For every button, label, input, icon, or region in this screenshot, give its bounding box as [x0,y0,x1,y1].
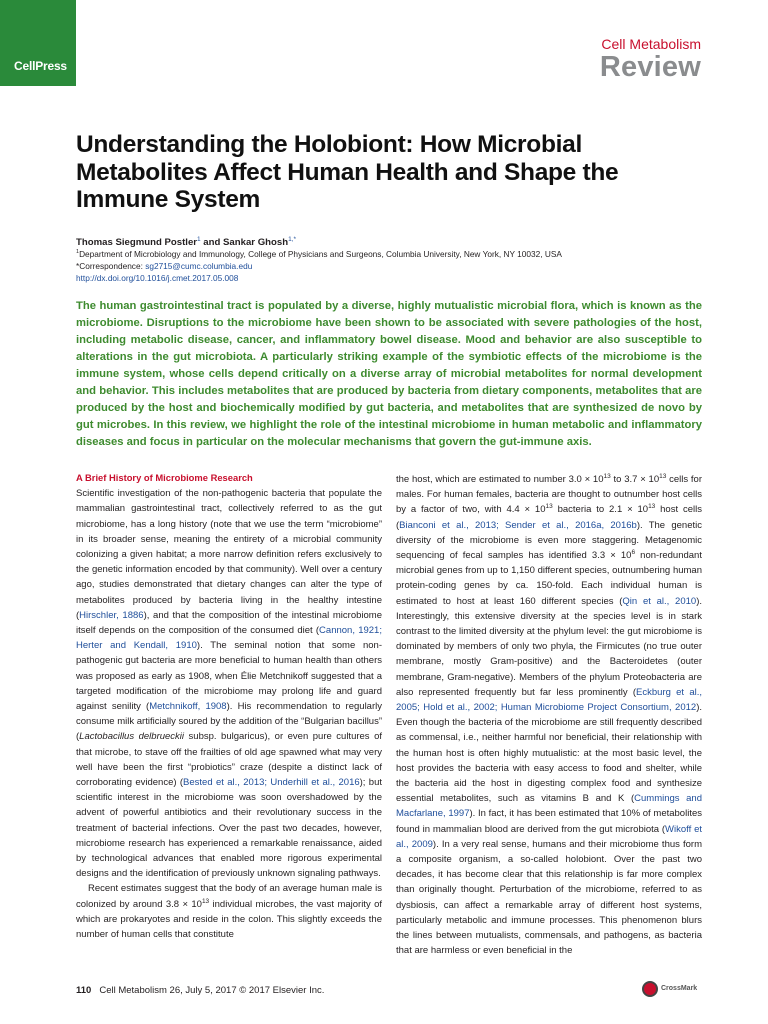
citation-link[interactable]: Hirschler, 1886 [79,609,144,621]
author-name: Sankar Ghosh [223,237,289,249]
left-column [76,470,382,942]
body-paragraph: the host, which are estimated to number $3.0 \times 10^{13}$ to $3.7 \times 10^{13}$ cells for males. For human females, bacteria are thought to outnumber host cells by a factor of two, with $4.4 \times 10^{13}$ bacteria to $2.1 \times 10^{13}$ host cells (Bianconi et al., 2013; Sender et al., 2016a, 2016b). The genetic diversity of the microbiome is even more staggering. Metagenomic sequencing of fecal samples has identified $3.3 \times 10^6$ non-redundant microbial genes from up to 1,150 different species, outnumbering human protein-coding genes by ca. 150-fold. Each individual human is estimated to host at least 160 different species (Qin et al., 2010). Interestingly, this extensive diversity at the species level is in stark contrast to the limited diversity at the phylum level: the gut microbiome is dominated by members of only two phyla, the Firmicutes (no true outer membrane, mostly Gram-positive) and the Bacteroidetes (outer membrane, Gram-negative). Members of the phylum Proteobacteria are also represented frequently but far less prominently (Eckburg et al., 2005; Hold et al., 2002; Human Microbiome Project Consortium, 2012). Even though the bacteria of the microbiome are still frequently described as commensal, i.e., neither harmful nor beneficial, their relationship with the human host is often highly mutualistic: at the most basic level, the host provides the bacteria with easy access to food and shelter, while the bacteria aid the host in digesting complex food and synthesize essential metabolites, such as vitamins B and K (Cummings and Macfarlane, 1997). In fact, it has been estimated that 10% of metabolites found in mammalian blood are derived from the gut microbiota (Wikoff et al., 2009). In a very real sense, humans and their microbiome thus form a composite organism, a so-called holobiont. Over the past two decades, it has become clear that this relationship is far more complex than originally thought. Perturbation of the microbiome, referred to as dysbiosis, can affect a remarkable array of different host systems, particularly metabolic and immune processes. This phenomenon blurs the lines between mutualists, commensals, and pathogens, as bacteria that are harmless or even beneficial in the [396,472,703,957]
correspondence-email-link[interactable]: sg2715@cumc.columbia.edu [145,261,253,271]
species-name: Lactobacillus delbrueckii [79,731,185,743]
citation-link[interactable]: Metchnikoff, 1908 [149,701,227,713]
affiliation-number: 1 [76,249,80,256]
page-footer [76,985,324,996]
citation-link[interactable]: Cummings and Macfarlane, 1997 [396,793,702,820]
author-name: Thomas Siegmund Postler [76,237,198,249]
citation-link[interactable]: Qin et al., 2010 [622,595,697,607]
cellpress-logo: CellPress [14,59,67,73]
affiliation-marker[interactable]: 1,* [288,236,297,243]
abstract: The human gastrointestinal tract is populated by a diverse, highly mutualistic microbial flora, which is known as the microbiome. Disruptions to the microbiome have been shown to be associated with severe pathologies of the host, including metabolic disease, cancer, and inflammatory bowel disease. Mood and behavior are also susceptible to alterations in the gut microbiota. A particularly striking example of the symbiotic effects of the microbiome is the immune system, whose cells depend critically on a diverse array of microbial metabolites for normal development and behavior. This includes metabolites that are produced by bacteria from dietary components, metabolites that are produced by the host and biochemically modified by gut bacteria, and metabolites that are synthesized de novo by gut microbes. In this review, we highlight the role of the intestinal microbiome in human metabolic and inflammatory diseases and focus in particular on the molecular mechanisms that govern the gut-immune axis. [76,300,702,448]
doi-link[interactable]: http://dx.doi.org/10.1016/j.cmet.2017.05.008 [76,273,239,283]
citation-link[interactable]: Cannon, 1921; Herter and Kendall, 1910 [76,625,382,652]
article-type: Review [599,51,701,83]
citation-link[interactable]: Bianconi et al., 2013; Sender et al., 2016a, 2016b [399,519,637,531]
citation-link[interactable]: Eckburg et al., 2005; Hold et al., 2002; Human Microbiome Project Consortium, 2012 [396,686,702,714]
journal-name: Cell Metabolism [601,36,701,52]
right-column [396,472,702,959]
affiliation-marker[interactable]: 1 [197,236,201,243]
correspondence-label: *Correspondence: [76,261,146,271]
section-heading: A Brief History of Microbiome Research [76,472,253,483]
author-connector: and [200,237,224,249]
article-title: Understanding the Holobiont: How Microbial Metabolites Affect Human Health and Shape the Immune System [76,131,619,213]
citation-link[interactable]: Wikoff et al., 2009 [396,823,703,850]
crossmark-badge[interactable] [642,980,722,1000]
author-list [76,236,296,248]
cellpress-brand-tab [0,0,76,86]
body-paragraph: Recent estimates suggest that the body of an average human male is colonized by around $3.8 \times 10^{13}$ individual microbes, the vast majority of which are prokaryotes and reside in the colon. This slightly exceeds the number of human cells that constitute [76,883,382,941]
crossmark-icon [642,981,658,997]
citation-link[interactable]: Bested et al., 2013; Underhill et al., 2016 [183,777,360,789]
affiliation-text: Department of Microbiology and Immunology, College of Physicians and Surgeons, Columbia University, New York, NY 10032, USA [79,249,562,259]
footer-citation: Cell Metabolism 26, July 5, 2017 © 2017 Elsevier Inc. [99,985,325,996]
affiliation [76,249,716,259]
page-number: 110 [76,985,92,996]
crossmark-label: CrossMark [661,985,698,992]
correspondence [76,261,252,271]
body-paragraph: Scientific investigation of the non-pathogenic bacteria that populate the mammalian gastrointestinal tract, collectively referred to as the gut microbiome, has a long history (note that we use the term “microbiome” in its broader sense, meaning the entirety of a microbial community colonizing a given habitat; a more narrow definition refers exclusively to the genetic information encoded by that community). Well over a century ago, studies demonstrated that dietary changes can alter the type of metabolites produced by bacteria living in the healthy intestine (Hirschler, 1886), and that the composition of the intestinal microbiome itself depends on the composition of the consumed diet (Cannon, 1921; Herter and Kendall, 1910). The seminal notion that some non-pathogenic gut bacteria are more beneficial to human health than others was proposed as early as 1908, when Élie Metchnikoff suggested that a targeted modification of the microbiome may prolong life and guard against senility (Metchnikoff, 1908). His recommendation to regularly consume milk artificially soured by the addition of the “Bulgarian bacillus” (Lactobacillus delbrueckii subsp. bulgaricus), or even pure cultures of that microbe, to stave off the frailties of old age spawned what may very well have been the first “probiotics” craze (despite a distinct lack of corroborating evidence) (Bested et al., 2013; Underhill et al., 2016); but scientific interest in the microbiome was soon overshadowed by the advent of powerful antibiotics and their revolutionary success in the treatment of bacterial infections. Over the past two decades, however, microbiome research has experienced a remarkable renaissance, aided by technological advances that enabled more rigorous experimental designs and the identification of previously unknown signaling pathways. [76,488,382,880]
